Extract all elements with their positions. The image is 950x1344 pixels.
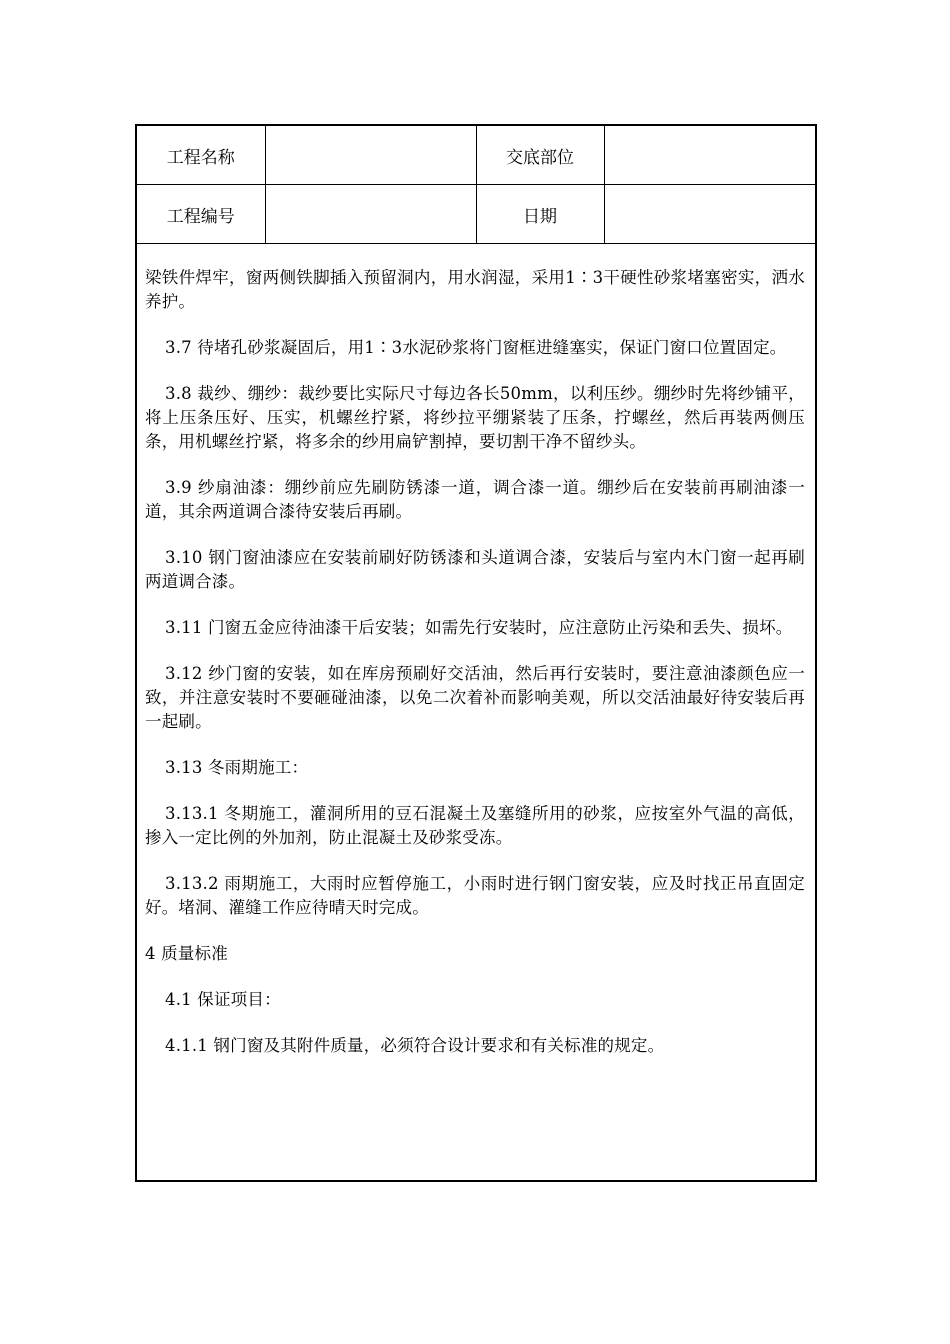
paragraph-3-13-2: 3.13.2 雨期施工，大雨时应暂停施工，小雨时进行钢门窗安装，应及时找正吊直固定好。堵洞、灌缝工作应待晴天时完成。 — [145, 874, 805, 917]
paragraph-3-11: 3.11 门窗五金应待油漆干后安装；如需先行安装时，应注意防止污染和丢失、损坏。 — [165, 618, 793, 637]
paragraph-3-12: 3.12 纱门窗的安装，如在库房预刷好交活油，然后再行安装时，要注意油漆颜色应一致，并注意安装时不要砸碰油漆，以免二次着补而影响美观，所以交活油最好待安装后再一起刷。 — [145, 664, 805, 731]
paragraph-3-10: 3.10 钢门窗油漆应在安装前刷好防锈漆和头道调合漆，安装后与室内木门窗一起再刷两道调合漆。 — [145, 548, 805, 591]
paragraph-3-9: 3.9 纱扇油漆：绷纱前应先刷防锈漆一道，调合漆一道。绷纱后在安装前再刷油漆一道，其余两道调合漆待安装后再刷。 — [145, 478, 805, 521]
part-label: 交底部位 — [476, 126, 604, 185]
header-row-2 — [137, 185, 815, 244]
date-value — [604, 185, 815, 244]
date-label: 日期 — [476, 185, 604, 244]
paragraph-continuation: 梁铁件焊牢，窗两侧铁脚插入预留洞内，用水润湿，采用1∶3干硬性砂浆堵塞密实，洒水养护。 — [145, 268, 805, 311]
project-name-value — [265, 126, 476, 185]
paragraph-3-7: 3.7 待堵孔砂浆凝固后，用1∶3水泥砂浆将门窗框进缝塞实，保证门窗口位置固定。 — [165, 338, 787, 357]
project-no-label: 工程编号 — [137, 185, 265, 244]
header-table — [137, 126, 815, 244]
disclosure-sheet — [135, 124, 817, 1182]
paragraph-3-8: 3.8 裁纱、绷纱：裁纱要比实际尺寸每边各长50mm，以利压纱。绷纱时先将纱铺平，将上压条压好、压实，机螺丝拧紧，将纱拉平绷紧装了压条，拧螺丝，然后再装两侧压条，用机螺丝拧紧，将多余的纱用扁铲割掉，要切割干净不留纱头。 — [145, 384, 805, 451]
paragraph-4-1: 4.1 保证项目： — [165, 990, 281, 1009]
paragraph-3-13: 3.13 冬雨期施工： — [165, 758, 309, 777]
section-heading-4: 4 质量标准 — [145, 944, 228, 963]
paragraph-3-13-1: 3.13.1 冬期施工，灌洞所用的豆石混凝土及塞缝所用的砂浆，应按室外气温的高低，掺入一定比例的外加剂，防止混凝土及砂浆受冻。 — [145, 804, 805, 847]
header-row-1 — [137, 126, 815, 185]
content-body — [137, 244, 815, 1180]
paragraph-4-1-1: 4.1.1 钢门窗及其附件质量，必须符合设计要求和有关标准的规定。 — [165, 1036, 665, 1055]
project-name-label: 工程名称 — [137, 126, 265, 185]
part-value — [604, 126, 815, 185]
project-no-value — [265, 185, 476, 244]
